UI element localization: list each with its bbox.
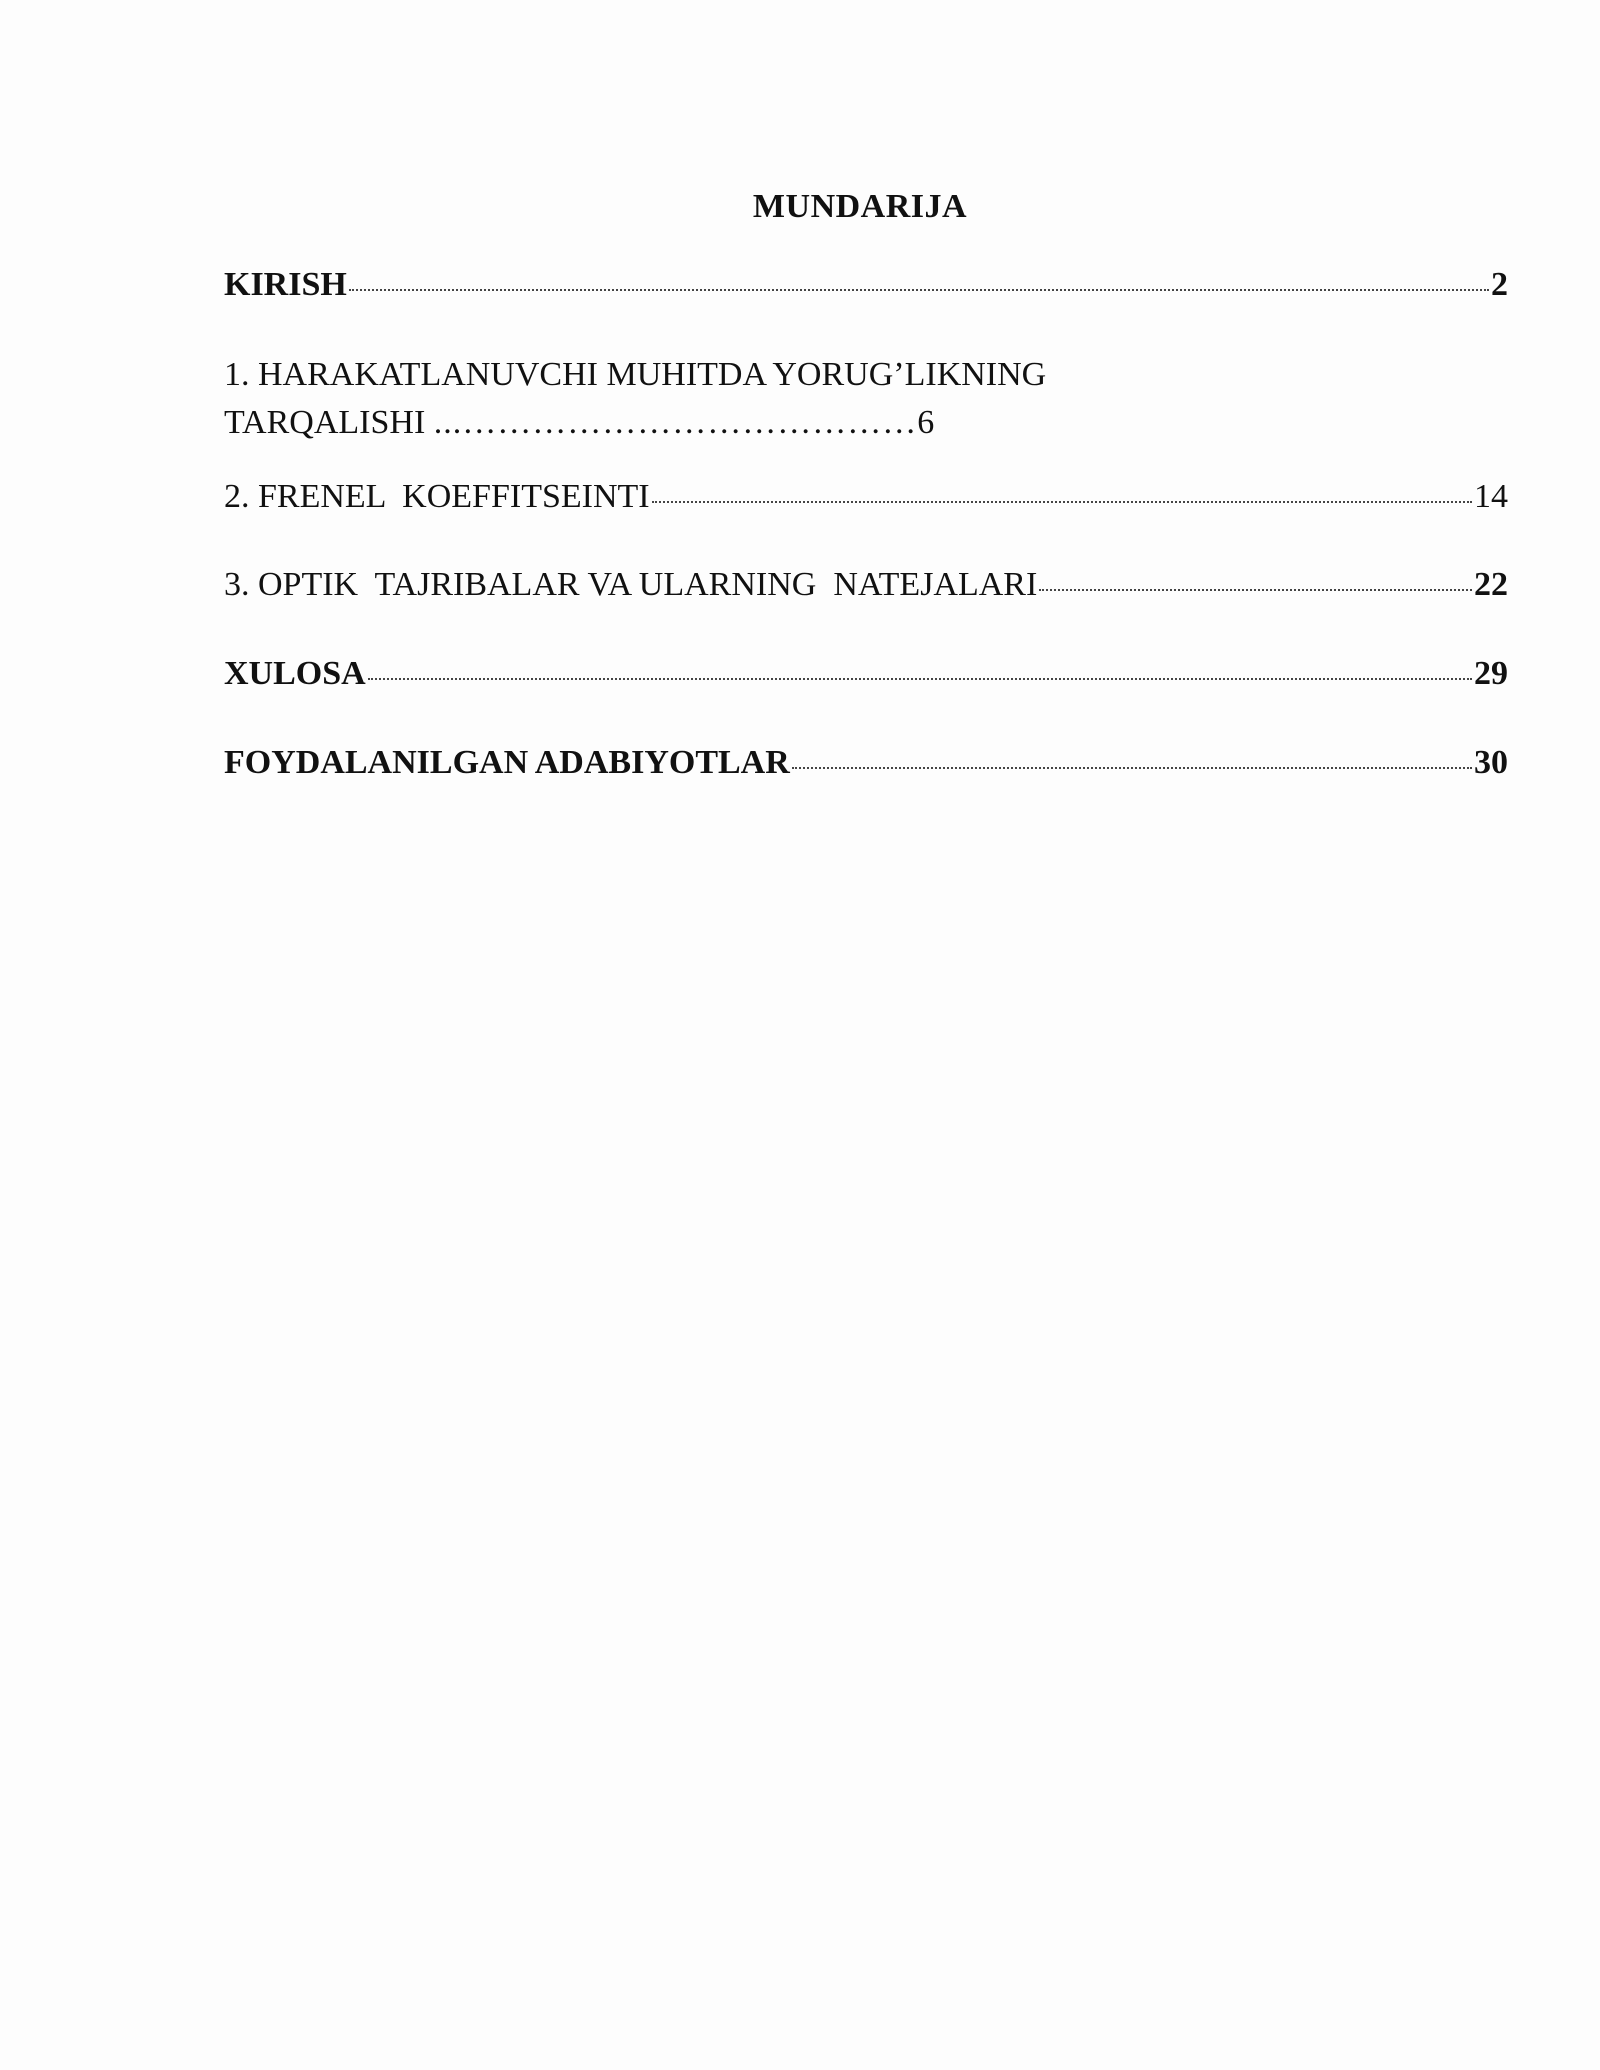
dot-leader <box>368 678 1472 680</box>
toc-entry-chapter-1[interactable] <box>224 351 1508 447</box>
toc-entry-label: 3. OPTIK TAJRIBALAR VA ULARNING NATEJALARI <box>224 566 1038 603</box>
dot-leader <box>1039 589 1472 591</box>
toc-entry-chapter-2[interactable] <box>224 477 1508 517</box>
toc-entry-kirish[interactable] <box>224 265 1508 305</box>
toc-entry-label: KIRISH <box>224 266 347 303</box>
toc-entry-xulosa[interactable] <box>224 654 1508 694</box>
toc-entry-chapter-3[interactable] <box>224 565 1508 605</box>
toc-entry-label: FOYDALANILGAN ADABIYOTLAR <box>224 744 790 781</box>
toc-entry-page: 6 <box>917 404 935 441</box>
toc-entry-label: XULOSA <box>224 655 366 692</box>
toc-entry-page: 2 <box>1491 266 1508 303</box>
toc-entry-page: 22 <box>1474 566 1508 603</box>
toc-title: MUNDARIJA <box>752 188 968 225</box>
toc-entry-page: 30 <box>1474 744 1508 781</box>
toc-entry-page: 14 <box>1474 478 1508 515</box>
toc-entry-page: 29 <box>1474 655 1508 692</box>
toc-entry-foydalanilgan-adabiyotlar[interactable] <box>224 743 1508 783</box>
dot-leader <box>652 501 1472 503</box>
toc-entry-label-line2: TARQALISHI <box>224 404 434 441</box>
dot-leader <box>349 289 1489 291</box>
dot-leader <box>792 767 1472 769</box>
toc-entry-label-line1: 1. HARAKATLANUVCHI MUHITDA YORUG’LIKNING <box>224 356 1047 393</box>
toc-entry-label: 2. FRENEL KOEFFITSEINTI <box>224 478 650 515</box>
dot-leader-text: ...………………………………… <box>433 404 918 441</box>
toc-entry-label-line2-row <box>224 399 1508 447</box>
